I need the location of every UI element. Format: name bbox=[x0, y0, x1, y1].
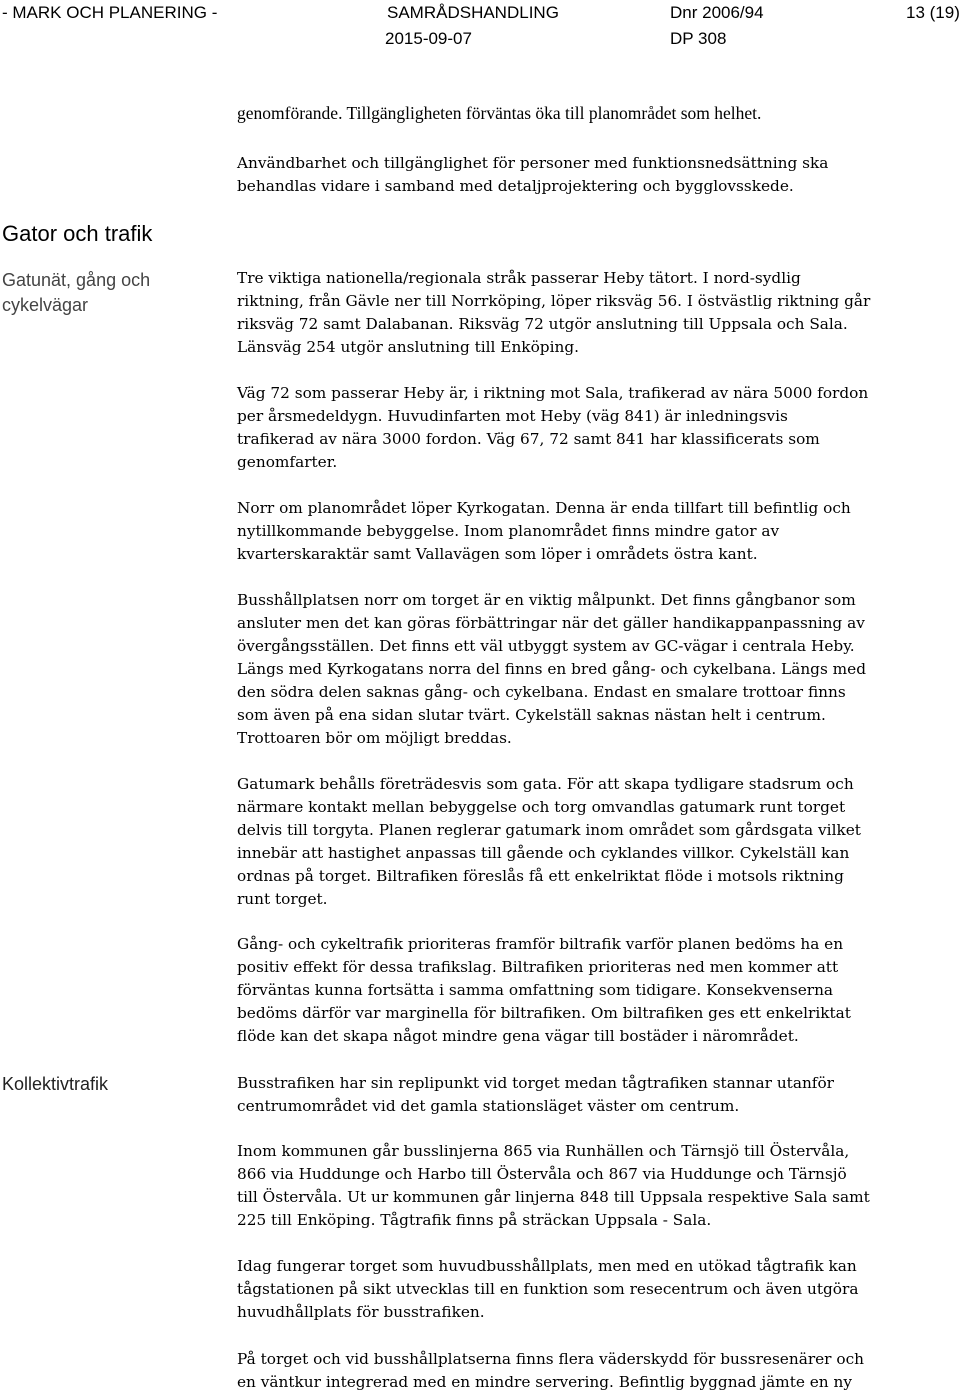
document-title: - MARK OCH PLANERING - bbox=[2, 3, 218, 22]
side-label-kollektivtrafik: Kollektivtrafik bbox=[2, 1074, 109, 1094]
paragraph-line: riksväg 72 samt Dalabanan. Riksväg 72 utgör anslutning till Uppsala och Sala. bbox=[237, 315, 848, 333]
paragraph-line: per årsmedeldygn. Huvudinfarten mot Heby (väg 841) är inledningsvis bbox=[237, 407, 788, 425]
paragraph-line: centrumområdet vid det gamla stationsläget väster om centrum. bbox=[237, 1097, 740, 1115]
page-header bbox=[0, 0, 960, 56]
paragraph-line: huvudhållplats för busstrafiken. bbox=[237, 1303, 485, 1321]
paragraph-line: Länsväg 254 utgör anslutning till Enköping. bbox=[237, 338, 579, 356]
paragraph-line: till Östervåla. Ut ur kommunen går linjerna 848 till Uppsala respektive Sala samt bbox=[237, 1188, 870, 1206]
body-paragraph bbox=[237, 589, 957, 750]
paragraph-line: Inom kommunen går busslinjerna 865 via Runhällen och Tärnsjö till Östervåla, bbox=[237, 1142, 850, 1160]
paragraph-line: den södra delen saknas gång- och cykelbana. Endast en smalare trottoar finns bbox=[237, 683, 846, 701]
body-paragraph bbox=[237, 152, 957, 198]
paragraph-line: närmare kontakt mellan bebyggelse och torg omvandlas gatumark runt torget bbox=[237, 798, 846, 816]
paragraph-line: förväntas kunna fortsätta i samma omfattning som tidigare. Konsekvenserna bbox=[237, 981, 834, 999]
paragraph-line: bedöms därför var marginella för biltrafiken. Om biltrafiken ges ett enkelriktat bbox=[237, 1004, 851, 1022]
body-paragraph bbox=[237, 1255, 957, 1324]
side-label-gatunat bbox=[2, 268, 192, 318]
paragraph-line: flöde kan det skapa något mindre gena vägar till bostäder i närområdet. bbox=[237, 1027, 799, 1045]
page-number: 13 (19) bbox=[906, 3, 960, 22]
paragraph-line: runt torget. bbox=[237, 890, 328, 908]
paragraph-line: riktning, från Gävle ner till Norrköping, löper riksväg 56. I östvästlig riktning går bbox=[237, 292, 871, 310]
paragraph-line: tågstationen på sikt utvecklas till en funktion som resecentrum och även utgöra bbox=[237, 1280, 859, 1298]
section-heading: Gator och trafik bbox=[2, 221, 153, 246]
document-date: 2015-09-07 bbox=[385, 29, 472, 48]
paragraph-line: Norr om planområdet löper Kyrkogatan. Denna är enda tillfart till befintlig och bbox=[237, 499, 851, 517]
body-paragraph bbox=[237, 1140, 957, 1232]
body-paragraph bbox=[237, 773, 957, 911]
paragraph-line: behandlas vidare i samband med detaljprojektering och bygglovsskede. bbox=[237, 177, 794, 195]
paragraph-line: Busstrafiken har sin replipunkt vid torget medan tågtrafiken stannar utanför bbox=[237, 1074, 834, 1092]
document-type: SAMRÅDSHANDLING bbox=[387, 3, 559, 22]
paragraph-line: nytillkommande bebyggelse. Inom planområdet finns mindre gator av bbox=[237, 522, 780, 540]
paragraph-line: positiv effekt för dessa trafikslag. Biltrafiken prioriteras ned men kommer att bbox=[237, 958, 839, 976]
body-paragraph bbox=[237, 102, 957, 125]
paragraph-line: trafikerad av nära 3000 fordon. Väg 67, 72 samt 841 har klassificerats som bbox=[237, 430, 820, 448]
paragraph-line: genomförande. Tillgängligheten förväntas öka till planområdet som helhet. bbox=[237, 103, 762, 123]
body-paragraph bbox=[237, 933, 957, 1048]
diary-number: Dnr 2006/94 bbox=[670, 3, 764, 22]
paragraph-line: Användbarhet och tillgänglighet för personer med funktionsnedsättning ska bbox=[237, 154, 829, 172]
body-paragraph bbox=[237, 382, 957, 474]
paragraph-line: en väntkur integrerad med en mindre servering. Befintlig byggnad jämte en ny bbox=[237, 1373, 853, 1391]
paragraph-line: övergångsställen. Det finns ett väl utbyggt system av GC-vägar i centrala Heby. bbox=[237, 637, 855, 655]
paragraph-line: Gatumark behålls företrädesvis som gata. För att skapa tydligare stadsrum och bbox=[237, 775, 854, 793]
body-paragraph bbox=[237, 267, 957, 359]
paragraph-line: 225 till Enköping. Tågtrafik finns på sträckan Uppsala - Sala. bbox=[237, 1211, 712, 1229]
paragraph-line: På torget och vid busshållplatserna finns flera väderskydd för bussresenärer och bbox=[237, 1350, 864, 1368]
paragraph-line: ordnas på torget. Biltrafiken föreslås få ett enkelriktat flöde i motsols riktning bbox=[237, 867, 844, 885]
body-paragraph bbox=[237, 497, 957, 566]
paragraph-line: Längs med Kyrkogatans norra del finns en bred gång- och cykelbana. Längs med bbox=[237, 660, 867, 678]
plan-number: DP 308 bbox=[670, 29, 727, 48]
paragraph-line: Busshållplatsen norr om torget är en viktig målpunkt. Det finns gångbanor som bbox=[237, 591, 856, 609]
body-paragraph bbox=[237, 1348, 957, 1394]
side-label-line: Gatunät, gång och bbox=[2, 270, 151, 290]
paragraph-line: Tre viktiga nationella/regionala stråk passerar Heby tätort. I nord-sydlig bbox=[237, 269, 801, 287]
side-label-line: cykelvägar bbox=[2, 295, 89, 315]
paragraph-line: som även på ena sidan slutar tvärt. Cykelställ saknas nästan helt i centrum. bbox=[237, 706, 826, 724]
paragraph-line: 866 via Huddunge och Harbo till Östervåla och 867 via Huddunge och Tärnsjö bbox=[237, 1165, 847, 1183]
paragraph-line: Idag fungerar torget som huvudbusshållplats, men med en utökad tågtrafik kan bbox=[237, 1257, 857, 1275]
paragraph-line: innebär att hastighet anpassas till gående och cyklandes villkor. Cykelställ kan bbox=[237, 844, 850, 862]
body-paragraph bbox=[237, 1072, 957, 1118]
paragraph-line: kvarterskaraktär samt Vallavägen som löper i områdets östra kant. bbox=[237, 545, 758, 563]
paragraph-line: genomfarter. bbox=[237, 453, 338, 471]
paragraph-line: Trottoaren bör om möjligt breddas. bbox=[237, 729, 512, 747]
paragraph-line: delvis till torgyta. Planen reglerar gatumark inom området som gårdsgata vilket bbox=[237, 821, 861, 839]
paragraph-line: Väg 72 som passerar Heby är, i riktning mot Sala, trafikerad av nära 5000 fordon bbox=[237, 384, 869, 402]
paragraph-line: Gång- och cykeltrafik prioriteras framför biltrafik varför planen bedöms ha en bbox=[237, 935, 844, 953]
paragraph-line: ansluter men det kan göras förbättringar när det gäller handikappanpassning av bbox=[237, 614, 865, 632]
